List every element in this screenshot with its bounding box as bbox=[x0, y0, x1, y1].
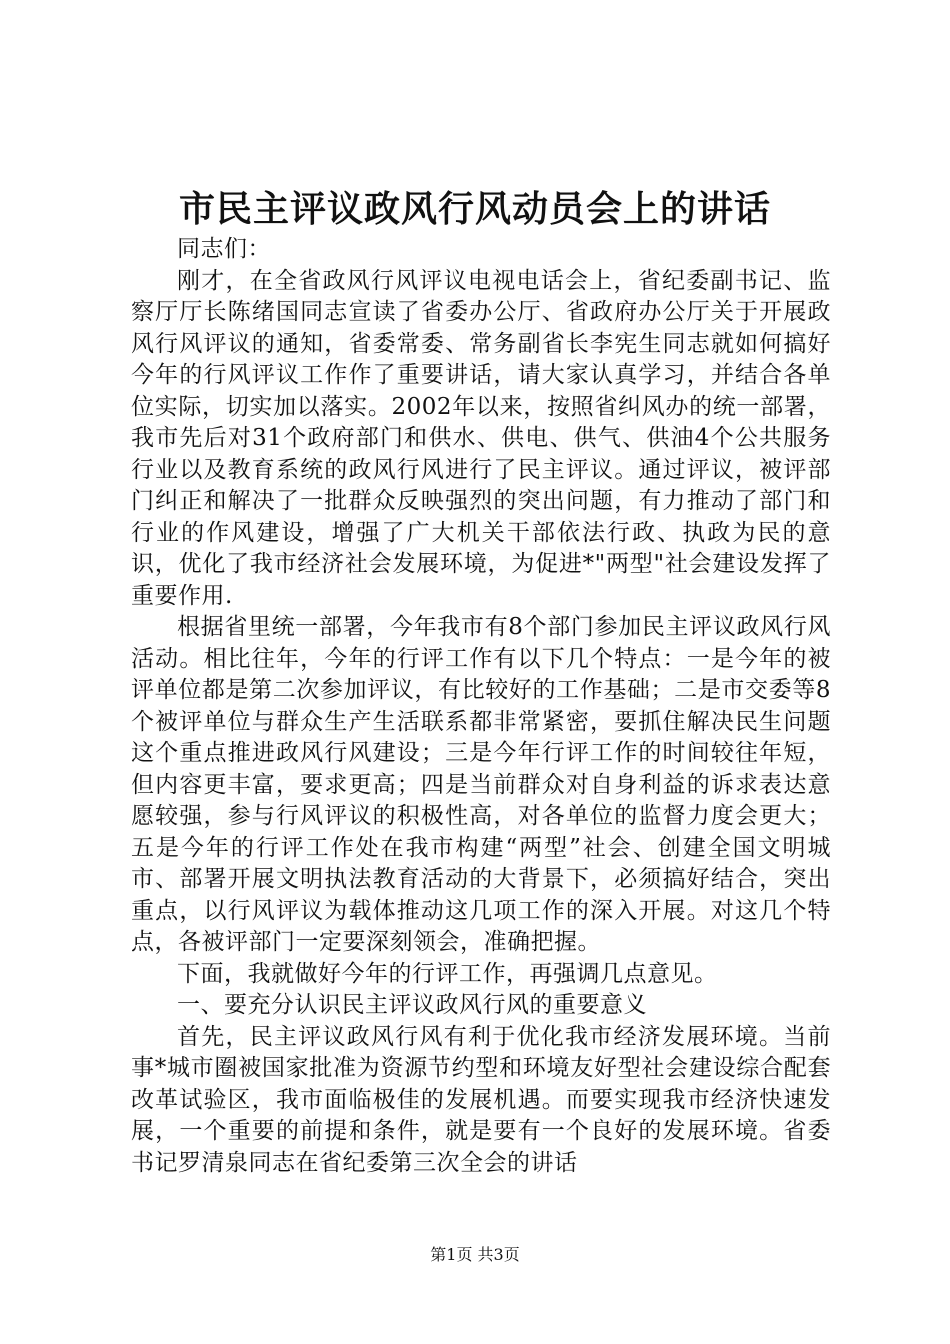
body-paragraph: 刚才，在全省政风行风评议电视电话会上，省纪委副书记、监察厅厅长陈绪国同志宣读了省委办公厅、省政府办公厅关于开展政风行风评议的通知，省委常委、常务副省长李宪生同志就如何搞好今年的行风评议工作作了重要讲话，请大家认真学习，并结合各单位实际，切实加以落实。2002年以来，按照省纠风办的统一部署，我市先后对31个政府部门和供水、供电、供气、供油4个公共服务行业以及教育系统的政风行风进行了民主评议。通过评议，被评部门纠正和解决了一批群众反映强烈的突出问题，有力推动了部门和行业的作风建设，增强了广大机关干部依法行政、执政为民的意识，优化了我市经济社会发展环境，为促进*"两型"社会建设发挥了重要作用. bbox=[131, 267, 831, 609]
section-heading: 一、要充分认识民主评议政风行风的重要意义 bbox=[177, 992, 647, 1018]
body-paragraph: 下面，我就做好今年的行评工作，再强调几点意见。 bbox=[177, 960, 718, 987]
document-title: 市民主评议政风行风动员会上的讲话 bbox=[178, 188, 771, 230]
body-paragraph: 根据省里统一部署，今年我市有8个部门参加民主评议政风行风活动。相比往年，今年的行评工作有以下几个特点：一是今年的被评单位都是第二次参加评议，有比较好的工作基础；二是市交委等8个被评单位与群众生产生活联系都非常紧密，要抓住解决民生问题这个重点推进政风行风建设；三是今年行评工作的时间较往年短，但内容更丰富，要求更高；四是当前群众对自身利益的诉求表达意愿较强，参与行风评议的积极性高，对各单位的监督力度会更大；五是今年的行评工作处在我市构建“两型”社会、创建全国文明城市、部署开展文明执法教育活动的大背景下，必须搞好结合，突出重点，以行风评议为载体推动这几项工作的深入开展。对这几个特点，各被评部门一定要深刻领会，准确把握。 bbox=[131, 614, 831, 955]
document-body bbox=[131, 234, 831, 1179]
salutation-paragraph: 同志们： bbox=[177, 236, 271, 262]
page-number-footer: 第1页 共3页 bbox=[430, 1245, 520, 1264]
body-paragraph: 首先，民主评议政风行风有利于优化我市经济发展环境。当前事*城市圈被国家批准为资源节约型和环境友好型社会建设综合配套改革试验区，我市面临极佳的发展机遇。而要实现我市经济快速发展，一个重要的前提和条件，就是要有一个良好的发展环境。省委书记罗清泉同志在省纪委第三次全会的讲话 bbox=[131, 1023, 831, 1176]
